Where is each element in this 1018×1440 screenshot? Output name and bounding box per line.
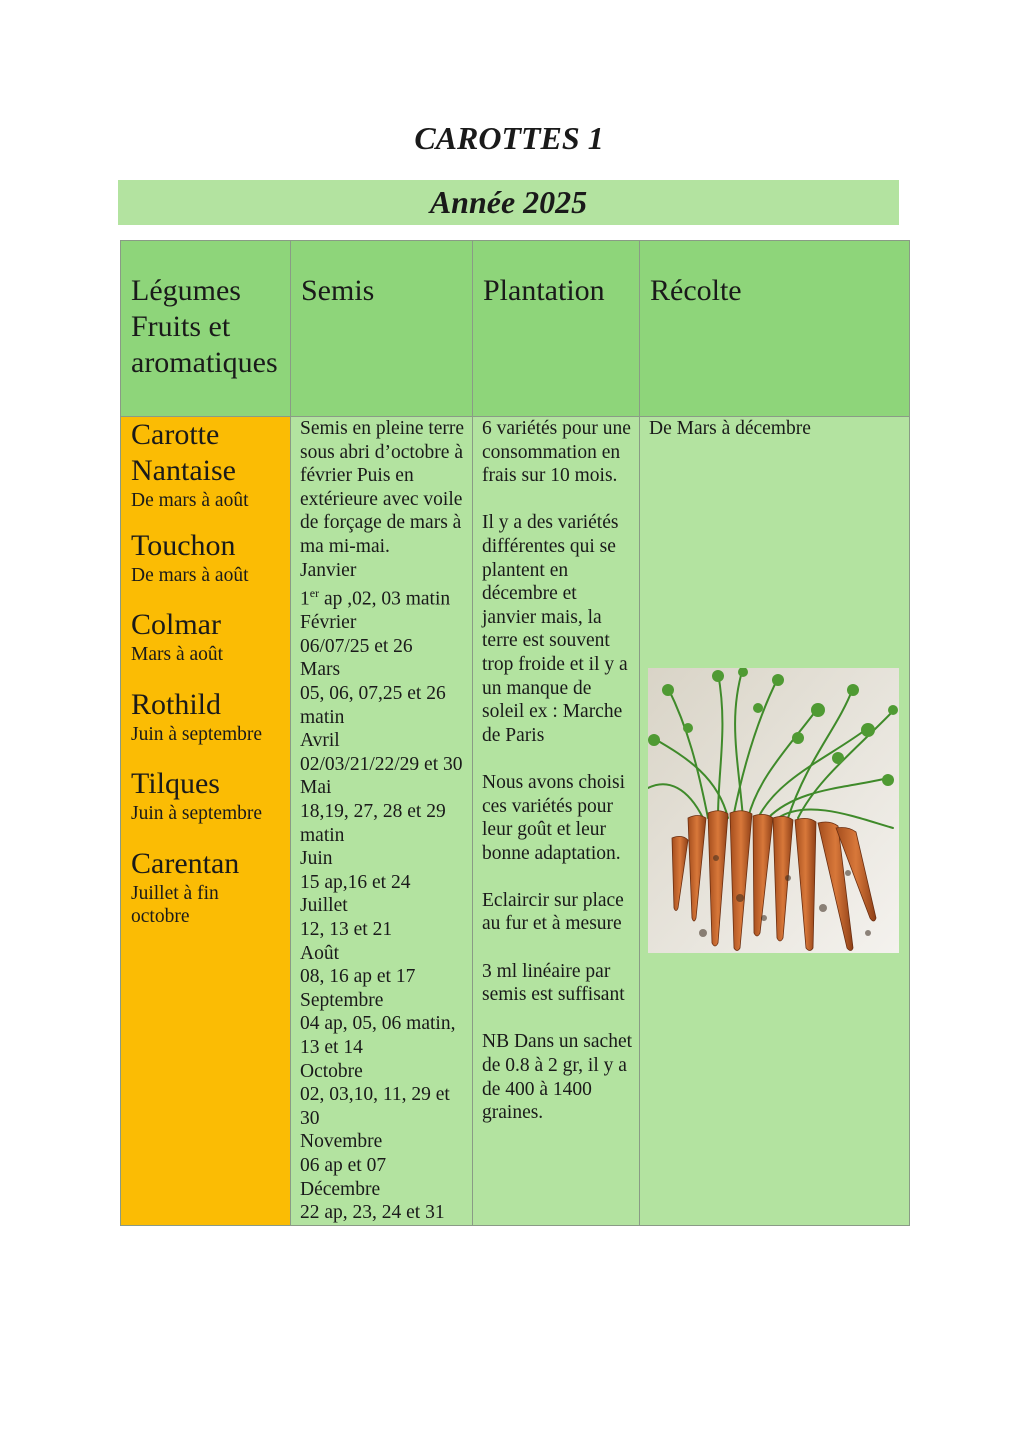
variety-item bbox=[131, 528, 282, 588]
plantation-paragraph: Il y a des variétés différentes qui se plantent en décembre et janvier mais, la terre est souvent trop froide et il y a un manque de soleil ex : Marche de Paris bbox=[482, 512, 628, 746]
semis-month: Août bbox=[300, 942, 339, 964]
variety-name: Rothild bbox=[131, 687, 222, 721]
semis-dates: 05, 06, 07,25 et 26 matin bbox=[300, 683, 451, 728]
varieties-cell bbox=[121, 417, 291, 1226]
semis-month: Février bbox=[300, 612, 357, 634]
semis-dates: 12, 13 et 21 bbox=[300, 918, 393, 940]
variety-period: Juin à septembre bbox=[131, 803, 263, 824]
variety-name: Carentan bbox=[131, 846, 240, 880]
semis-dates: 1er ap ,02, 03 matin bbox=[300, 586, 451, 610]
plantation-paragraph: 6 variétés pour une consommation en frais sur 10 mois. bbox=[482, 418, 631, 487]
carrots-photo bbox=[648, 668, 899, 953]
header-row bbox=[121, 241, 910, 417]
variety-item bbox=[131, 766, 282, 826]
semis-cell bbox=[291, 417, 473, 1226]
variety-item bbox=[131, 607, 282, 667]
semis-month: Juin bbox=[300, 848, 333, 870]
variety-period: Juin à septembre bbox=[131, 723, 263, 745]
semis-month: Avril bbox=[300, 730, 340, 752]
recolte-text: De Mars à décembre bbox=[649, 418, 811, 439]
plantation-paragraph: 3 ml linéaire par semis est suffisant bbox=[482, 960, 625, 1006]
header-vegetables: Légumes Fruits et aromatiques bbox=[121, 241, 291, 417]
semis-month: Janvier bbox=[300, 559, 357, 581]
semis-month: Juillet bbox=[300, 895, 348, 917]
variety-name: Colmar bbox=[131, 608, 221, 641]
semis-month: Octobre bbox=[300, 1060, 363, 1082]
semis-dates: 22 ap, 23, 24 et 31 bbox=[300, 1202, 445, 1224]
header-plantation: Plantation bbox=[473, 241, 640, 417]
variety-name: Tilques bbox=[131, 767, 220, 800]
semis-dates: 02/03/21/22/29 et 30 bbox=[300, 753, 463, 775]
variety-item bbox=[131, 846, 282, 929]
semis-dates: 06/07/25 et 26 bbox=[300, 635, 413, 657]
variety-item bbox=[131, 417, 282, 513]
semis-month: Décembre bbox=[300, 1178, 381, 1200]
variety-period: De mars à août bbox=[131, 490, 249, 511]
semis-dates: 06 ap et 07 bbox=[300, 1154, 387, 1176]
header-semis: Semis bbox=[291, 241, 473, 417]
variety-period: De mars à août bbox=[131, 564, 249, 586]
semis-dates: 15 ap,16 et 24 bbox=[300, 871, 411, 893]
plantation-paragraph: Nous avons choisi ces variétés pour leur goût et leur bonne adaptation. bbox=[482, 771, 625, 864]
semis-dates: 02, 03,10, 11, 29 et 30 bbox=[300, 1084, 455, 1129]
header-recolte: Récolte bbox=[640, 241, 910, 417]
semis-month: Mars bbox=[300, 659, 341, 681]
semis-dates: 04 ap, 05, 06 matin, 13 et 14 bbox=[300, 1013, 461, 1058]
semis-dates: 08, 16 ap et 17 bbox=[300, 966, 416, 988]
semis-month: Mai bbox=[300, 777, 332, 799]
semis-intro: Semis en pleine terre sous abri d’octobre à février Puis en extérieure avec voile de forçage de mars à ma mi-mai. bbox=[300, 418, 469, 557]
plantation-cell bbox=[473, 417, 640, 1226]
plantation-paragraph: Eclaircir sur place au fur et à mesure bbox=[482, 889, 624, 935]
variety-name: Carotte Nantaise bbox=[131, 418, 236, 487]
semis-month: Novembre bbox=[300, 1131, 383, 1153]
year-banner: Année 2025 bbox=[118, 180, 899, 225]
variety-period: Juillet à fin octobre bbox=[131, 882, 219, 927]
variety-period: Mars à août bbox=[131, 644, 224, 665]
page-title: CAROTTES 1 bbox=[414, 120, 604, 156]
semis-dates: 18,19, 27, 28 et 29 matin bbox=[300, 801, 451, 846]
variety-item bbox=[131, 687, 282, 747]
variety-name: Touchon bbox=[131, 528, 236, 562]
plantation-paragraph: NB Dans un sachet de 0.8 à 2 gr, il y a de 400 à 1400 graines. bbox=[482, 1031, 633, 1124]
semis-month: Septembre bbox=[300, 989, 384, 1011]
